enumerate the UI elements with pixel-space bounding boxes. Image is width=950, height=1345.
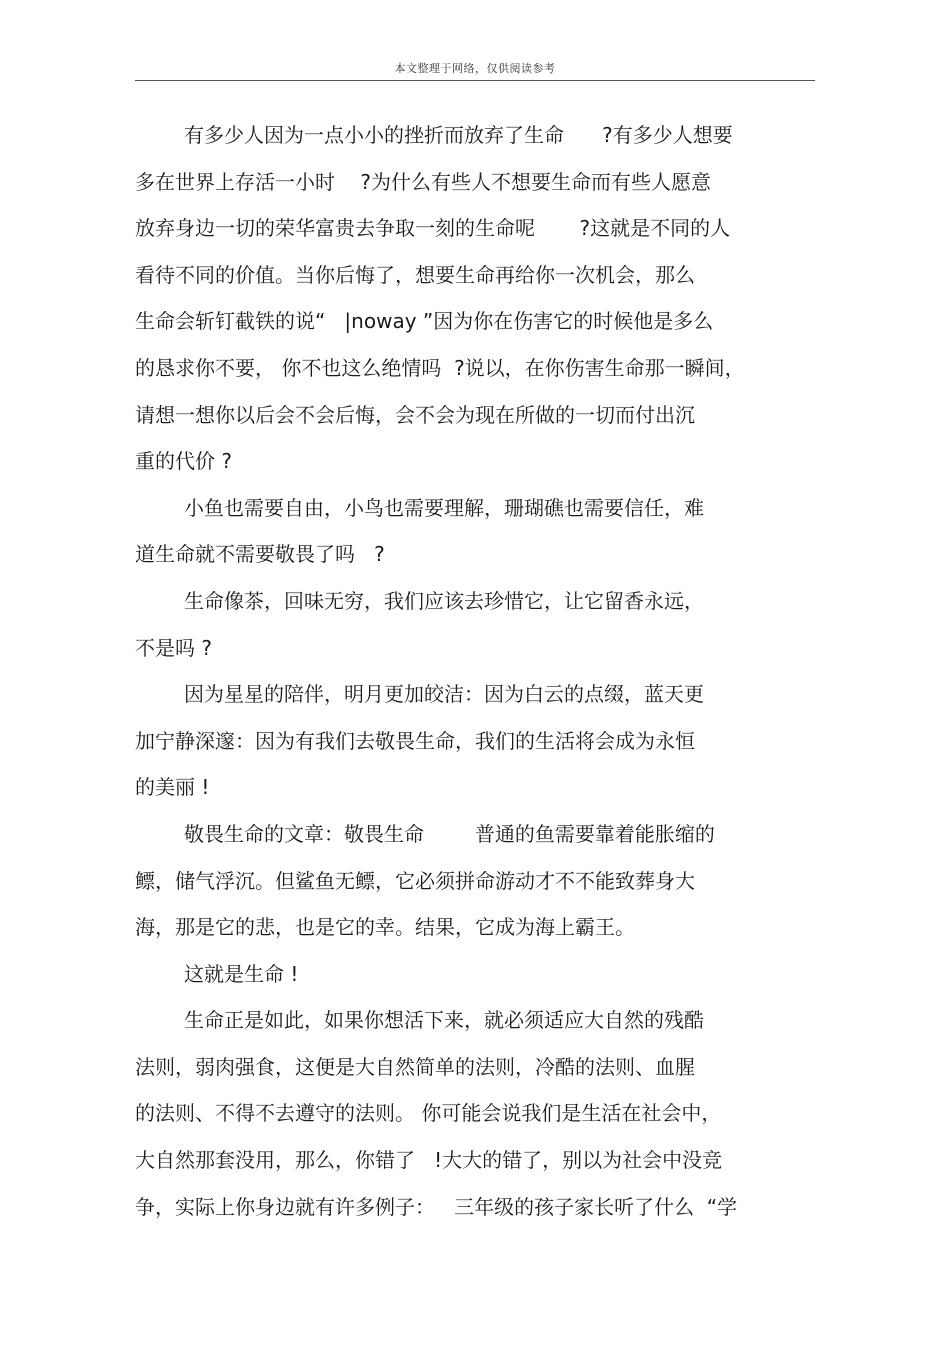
text-line: 法则，弱肉强食，这便是大自然简单的法则，冷酷的法则、血腥 (135, 1054, 695, 1079)
text-line: 请想一想你以后会不会后悔，会不会为现在所做的一切而付出沉 (135, 402, 695, 427)
text-line: 敬畏生命的文章：敬畏生命 普通的鱼需要靠着能胀缩的 (184, 821, 715, 846)
text-line: 看待不同的价值。当你后悔了，想要生命再给你一次机会，那么 (135, 262, 695, 287)
text-line: 小鱼也需要自由，小鸟也需要理解，珊瑚礁也需要信任，难 (184, 495, 704, 520)
text-line: 鳔，储气浮沉。但鲨鱼无鳔，它必须拼命游动才不不能致葬身大 (135, 868, 695, 893)
text-line: 生命像茶，回味无穷，我们应该去珍惜它，让它留香永远， (184, 588, 704, 613)
header-text: 本文整理于网络，仅供阅读参考 (394, 62, 556, 75)
text-line: 海，那是它的悲，也是它的幸。结果，它成为海上霸王。 (135, 915, 635, 940)
text-line: 重的代价 ? (135, 449, 232, 474)
text-line: 生命正是如此，如果你想活下来，就必须适应大自然的残酷 (184, 1008, 704, 1033)
text-line: 争，实际上你身边就有许多例子： 三年级的孩子家长听了什么 “学 (135, 1194, 738, 1219)
text-line: 道生命就不需要敬畏了吗 ? (135, 542, 385, 567)
text-line: 的法则、不得不去遵守的法则。 你可能会说我们是生活在社会中， (135, 1101, 722, 1126)
text-line: 有多少人因为一点小小的挫折而放弃了生命 ?有多少人想要 (184, 123, 733, 147)
text-line: 放弃身边一切的荣华富贵去争取一刻的生命呢 ?这就是不同的人 (135, 216, 731, 241)
text-line: 加宁静深邃：因为有我们去敬畏生命，我们的生活将会成为永恒 (135, 728, 695, 753)
text-line: 大自然那套没用，那么，你错了 !大大的错了，别以为社会中没竞 (135, 1148, 723, 1173)
text-line: 不是吗 ? (135, 635, 212, 660)
text-line: 生命会斩钉截铁的说“ |noway ”因为你在伤害它的时候他是多么 (135, 309, 714, 334)
text-line: 这就是生命 ! (184, 961, 299, 986)
text-line: 多在世界上存活一小时 ?为什么有些人不想要生命而有些人愿意 (135, 169, 712, 194)
text-line: 的恳求你不要， 你不也这么绝情吗 ?说以，在你伤害生命那一瞬间， (135, 355, 745, 380)
document-body (135, 112, 825, 1230)
page-header (135, 58, 815, 81)
text-line: 因为星星的陪伴，明月更加皎洁：因为白云的点缀，蓝天更 (184, 682, 704, 707)
text-line: 的美丽 ! (135, 775, 210, 800)
